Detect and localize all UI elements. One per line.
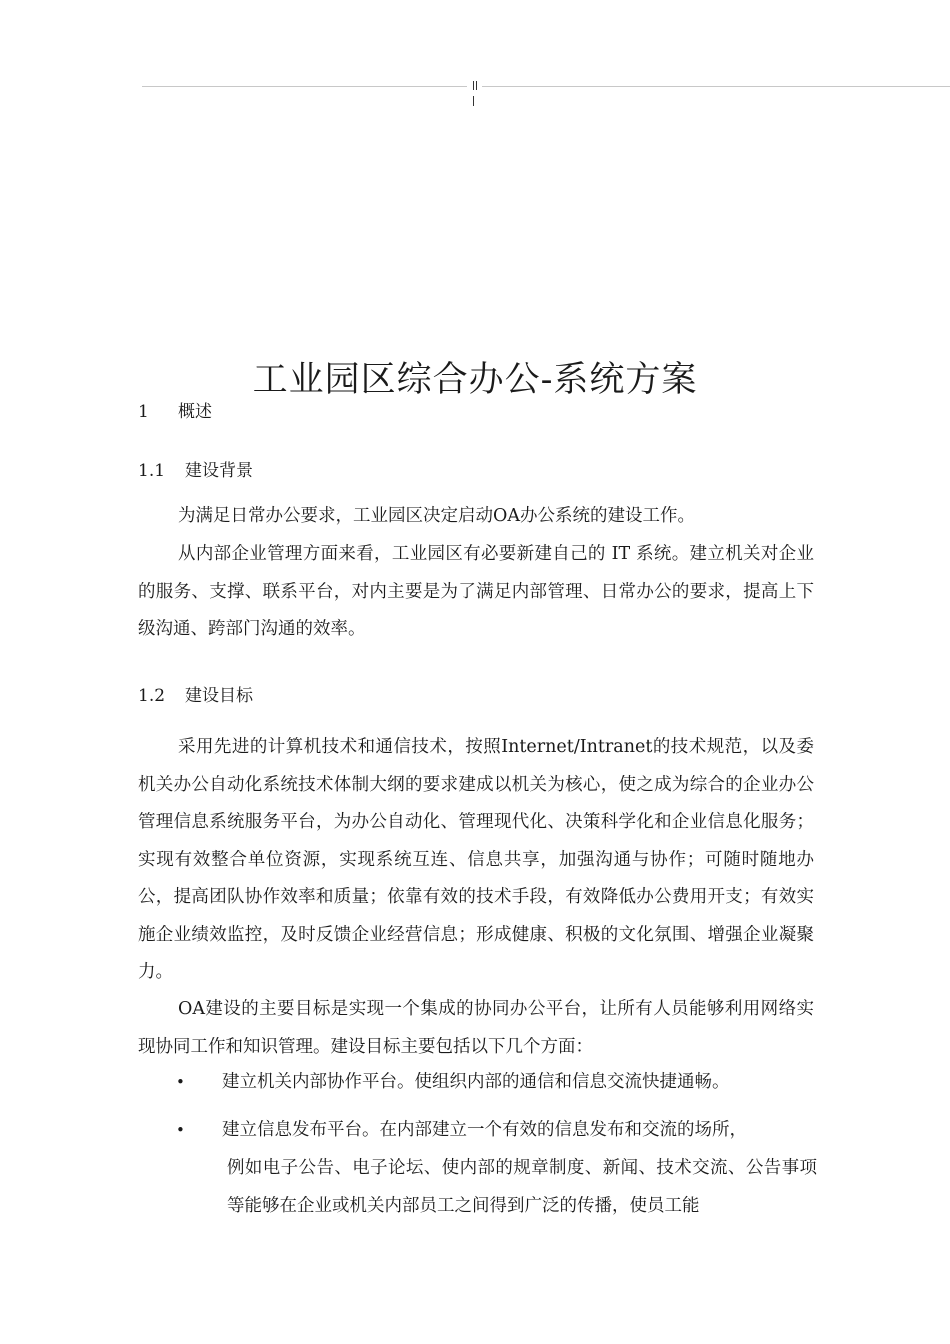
header-mark (473, 81, 474, 90)
paragraph: 为满足日常办公要求，工业园区决定启动OA办公系统的建设工作。 (178, 506, 695, 526)
section-heading (138, 456, 253, 481)
section-number: 1.1 (138, 461, 166, 481)
section-number: 1.2 (138, 686, 166, 706)
list-item-continuation: 例如电子公告、电子论坛、使内部的规章制度、新闻、技术交流、公告事项等能够在企业或机关内部员工之间得到广泛的传播，使员工能 (227, 1158, 817, 1216)
section-heading (138, 397, 212, 422)
list-item: 建立机关内部协作平台。使组织内部的通信和信息交流快捷通畅。 (222, 1072, 730, 1092)
bullet-icon: • (176, 1121, 185, 1139)
paragraph: OA建设的主要目标是实现一个集成的协同办公平台，让所有人员能够利用网络实现协同工作和知识管理。建设目标主要包括以下几个方面： (138, 999, 814, 1057)
section-heading (138, 681, 253, 706)
header-mark (476, 81, 477, 90)
paragraph: 从内部企业管理方面来看，工业园区有必要新建自己的 IT 系统。建立机关对企业的服务、支撑、联系平台，对内主要是为了满足内部管理、日常办公的要求，提高上下级沟通、跨部门沟通的效率。 (138, 544, 814, 639)
header-mark (473, 96, 474, 106)
section-label: 建设目标 (185, 686, 253, 706)
section-label: 概述 (178, 402, 212, 422)
bullet-icon: • (176, 1073, 185, 1091)
list-item: 建立信息发布平台。在内部建立一个有效的信息发布和交流的场所， (222, 1120, 747, 1140)
section-number: 1 (138, 402, 149, 422)
page-title: 工业园区综合办公-系统方案 (252, 360, 698, 400)
header-rule-left (142, 86, 467, 87)
section-label: 建设背景 (185, 461, 253, 481)
header-rule-right (482, 86, 950, 87)
paragraph: 采用先进的计算机技术和通信技术，按照Internet/Intranet的技术规范，以及委机关办公自动化系统技术体制大纲的要求建成以机关为核心，使之成为综合的企业办公管理信息系统服务平台，为办公自动化、管理现代化、决策科学化和企业信息化服务；实现有效整合单位资源，实现系统互连、信息共享，加强沟通与协作；可随时随地办公，提高团队协作效率和质量；依靠有效的技术手段，有效降低办公费用开支；有效实施企业绩效监控，及时反馈企业经营信息；形成健康、积极的文化氛围、增强企业凝聚力。 (138, 737, 814, 982)
